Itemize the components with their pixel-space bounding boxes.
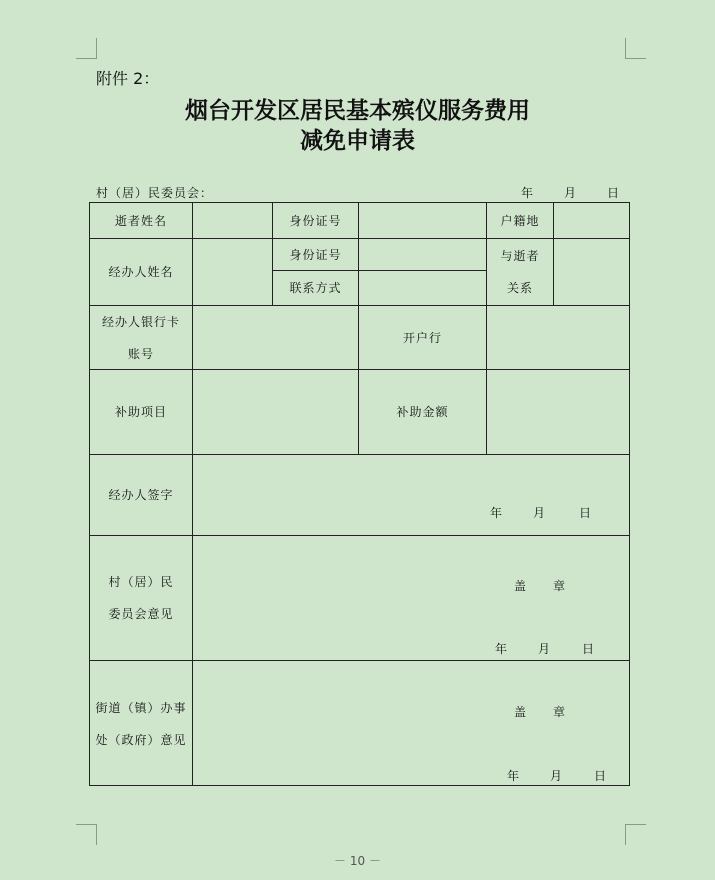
- household-registration-field[interactable]: [554, 203, 629, 238]
- corner-mark-top-right: [625, 38, 646, 59]
- street-year: 年: [507, 769, 521, 783]
- page-number: － 10 －: [334, 854, 381, 868]
- agent-id-field[interactable]: [359, 239, 486, 270]
- agent-signature-field[interactable]: [193, 455, 629, 535]
- street-day: 日: [594, 769, 608, 783]
- street-opinion-label: [90, 661, 192, 786]
- village-opinion-label: [90, 536, 192, 660]
- bank-label: 开户行: [402, 330, 442, 345]
- deceased-name-field[interactable]: [193, 203, 272, 238]
- street-opinion-field[interactable]: [193, 661, 629, 786]
- date-month-label: 月: [564, 186, 577, 200]
- agent-id-label: 身份证号: [289, 247, 342, 262]
- date-year-label: 年: [521, 186, 534, 200]
- signature-month: 月: [533, 506, 547, 520]
- subsidy-item-field[interactable]: [193, 370, 358, 454]
- agent-name-label: 经办人姓名: [108, 265, 174, 279]
- application-form-table: [89, 202, 630, 786]
- deceased-name-label: 逝者姓名: [114, 213, 167, 228]
- bank-field[interactable]: [487, 306, 629, 369]
- relation-field[interactable]: [554, 239, 629, 305]
- bank-card-field[interactable]: [193, 306, 358, 369]
- corner-mark-bottom-right: [625, 824, 646, 845]
- corner-mark-top-left: [76, 38, 97, 59]
- committee-label: 村（居）民委员会：: [96, 186, 214, 200]
- deceased-id-field[interactable]: [359, 203, 486, 238]
- street-opinion-label-line2: 处（政府）意见: [95, 732, 187, 747]
- subsidy-amount-label: 补助金额: [396, 405, 449, 419]
- page-title-line1: 烟台开发区居民基本殡仪服务费用: [185, 97, 530, 124]
- street-month: 月: [550, 769, 564, 783]
- corner-mark-bottom-left: [76, 824, 97, 845]
- agent-name-field[interactable]: [193, 239, 272, 305]
- relation-label-line2: 关系: [506, 281, 533, 295]
- street-seal-label: 盖 章: [514, 705, 567, 719]
- date-day-label: 日: [607, 186, 620, 200]
- deceased-id-label: 身份证号: [289, 213, 342, 228]
- village-opinion-label-line2: 委员会意见: [108, 607, 174, 621]
- attachment-label: 附件 2：: [96, 69, 160, 88]
- village-seal-label: 盖 章: [514, 579, 567, 593]
- contact-label: 联系方式: [289, 281, 342, 295]
- signature-day: 日: [579, 506, 593, 520]
- village-year: 年: [495, 642, 509, 656]
- street-opinion-label-line1: 街道（镇）办事: [95, 700, 187, 715]
- village-day: 日: [582, 642, 596, 656]
- relation-label-line1: 与逝者: [500, 249, 540, 263]
- bank-card-label-line2: 账号: [127, 346, 154, 361]
- subsidy-item-label: 补助项目: [114, 405, 167, 419]
- village-opinion-label-line1: 村（居）民: [108, 575, 174, 589]
- relation-label: [487, 239, 553, 305]
- signature-year: 年: [490, 506, 504, 520]
- village-month: 月: [538, 642, 552, 656]
- subsidy-amount-field[interactable]: [487, 370, 629, 454]
- bank-card-label-line1: 经办人银行卡: [101, 314, 180, 329]
- contact-field[interactable]: [359, 271, 486, 305]
- bank-card-label: [90, 306, 192, 369]
- household-registration-label: 户籍地: [500, 213, 540, 228]
- agent-signature-label: 经办人签字: [108, 488, 174, 502]
- page-title-line2: 减免申请表: [300, 127, 415, 154]
- village-opinion-field[interactable]: [193, 536, 629, 660]
